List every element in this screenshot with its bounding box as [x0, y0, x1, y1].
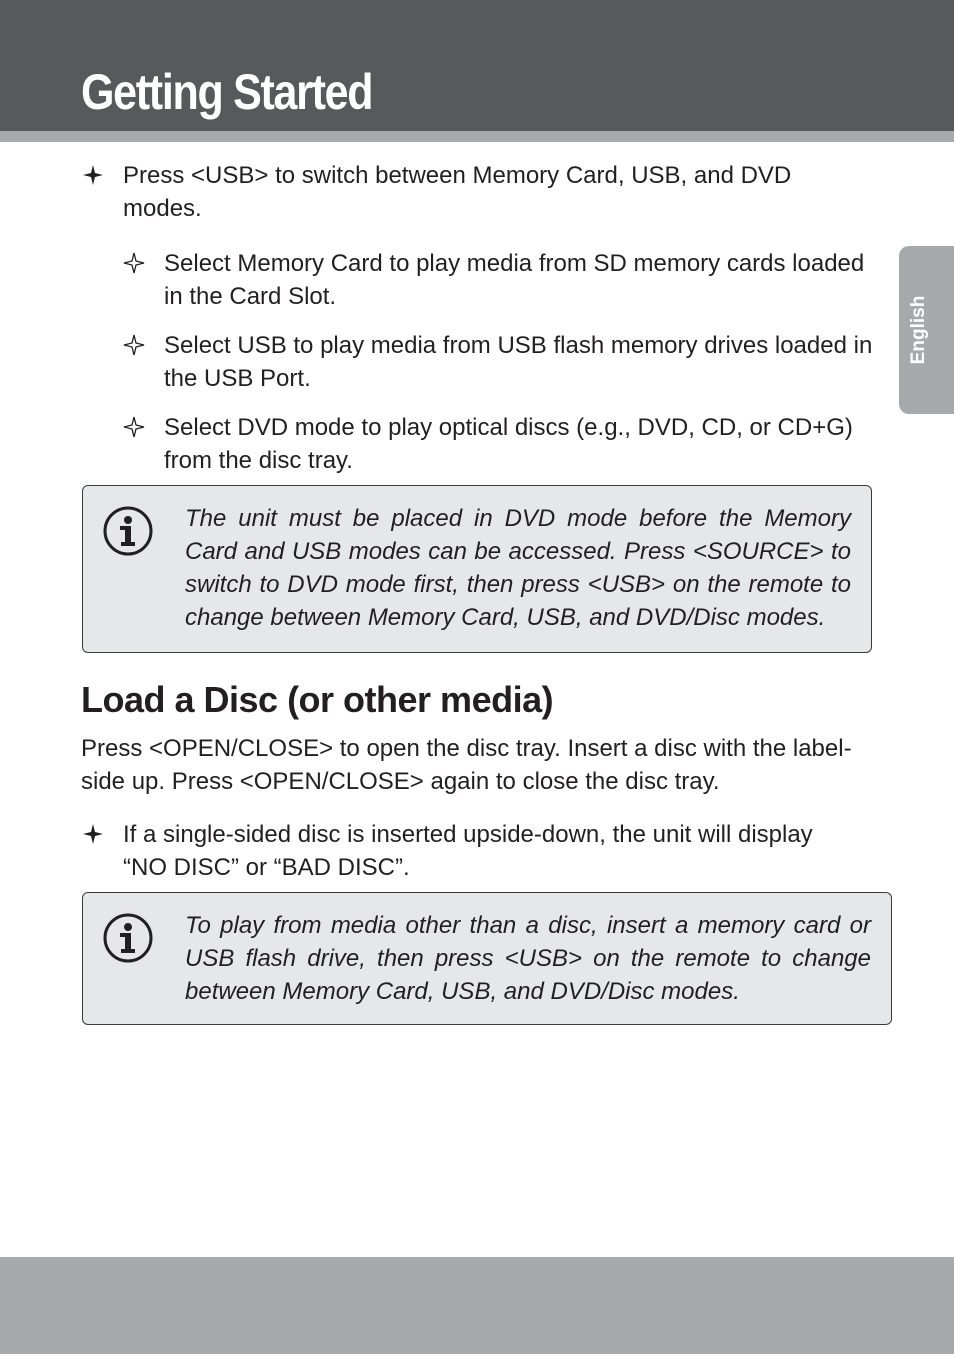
note-text: The unit must be placed in DVD mode before the Memory Card and USB modes can be accessed. Press <SOURCE> to switch to DVD mode first, then press <USB> on the remote to change between Memory Card, USB, and DVD/Disc modes. [185, 505, 851, 631]
sub-bullet-item [123, 411, 873, 477]
note-box [82, 485, 872, 653]
sub-bullet-text: Select Memory Card to play media from SD memory cards loaded in the Card Slot. [164, 250, 865, 310]
section-title: Load a Disc (or other media) [81, 679, 554, 720]
sub-bullet-item [123, 247, 873, 313]
sub-bullet-text: Select DVD mode to play optical discs (e.g., DVD, CD, or CD+G) from the disc tray. [164, 414, 853, 474]
note-text: To play from media other than a disc, insert a memory card or USB flash drive, then press <USB> on the remote to change between Memory Card, USB, and DVD/Disc modes. [185, 912, 871, 1005]
footer-band [0, 1257, 954, 1354]
sub-bullet-text: Select USB to play media from USB flash memory drives loaded in the USB Port. [164, 332, 873, 392]
language-tab-label: English [908, 295, 929, 365]
bullet-text: Press <USB> to switch between Memory Card, USB, and DVD modes. [123, 162, 792, 222]
bullet-text: If a single-sided disc is inserted upside-down, the unit will display “NO DISC” or “BAD DISC”. [123, 821, 813, 881]
note-box [82, 892, 892, 1025]
language-tab [899, 246, 954, 414]
info-icon [103, 913, 153, 968]
four-point-star-icon [82, 818, 108, 854]
bullet-item [82, 818, 862, 884]
section-paragraph: Press <OPEN/CLOSE> to open the disc tray. Insert a disc with the label-side up. Press <OPEN/CLOSE> again to close the disc tray. [81, 735, 852, 795]
outline-four-point-star-icon [123, 247, 149, 283]
sub-bullet-item [123, 329, 873, 395]
header-stripe [0, 131, 954, 142]
outline-four-point-star-icon [123, 411, 149, 447]
page-title: Getting Started [81, 64, 373, 120]
info-icon [103, 506, 153, 561]
four-point-star-icon [82, 159, 108, 195]
outline-four-point-star-icon [123, 329, 149, 365]
bullet-item [82, 159, 862, 225]
